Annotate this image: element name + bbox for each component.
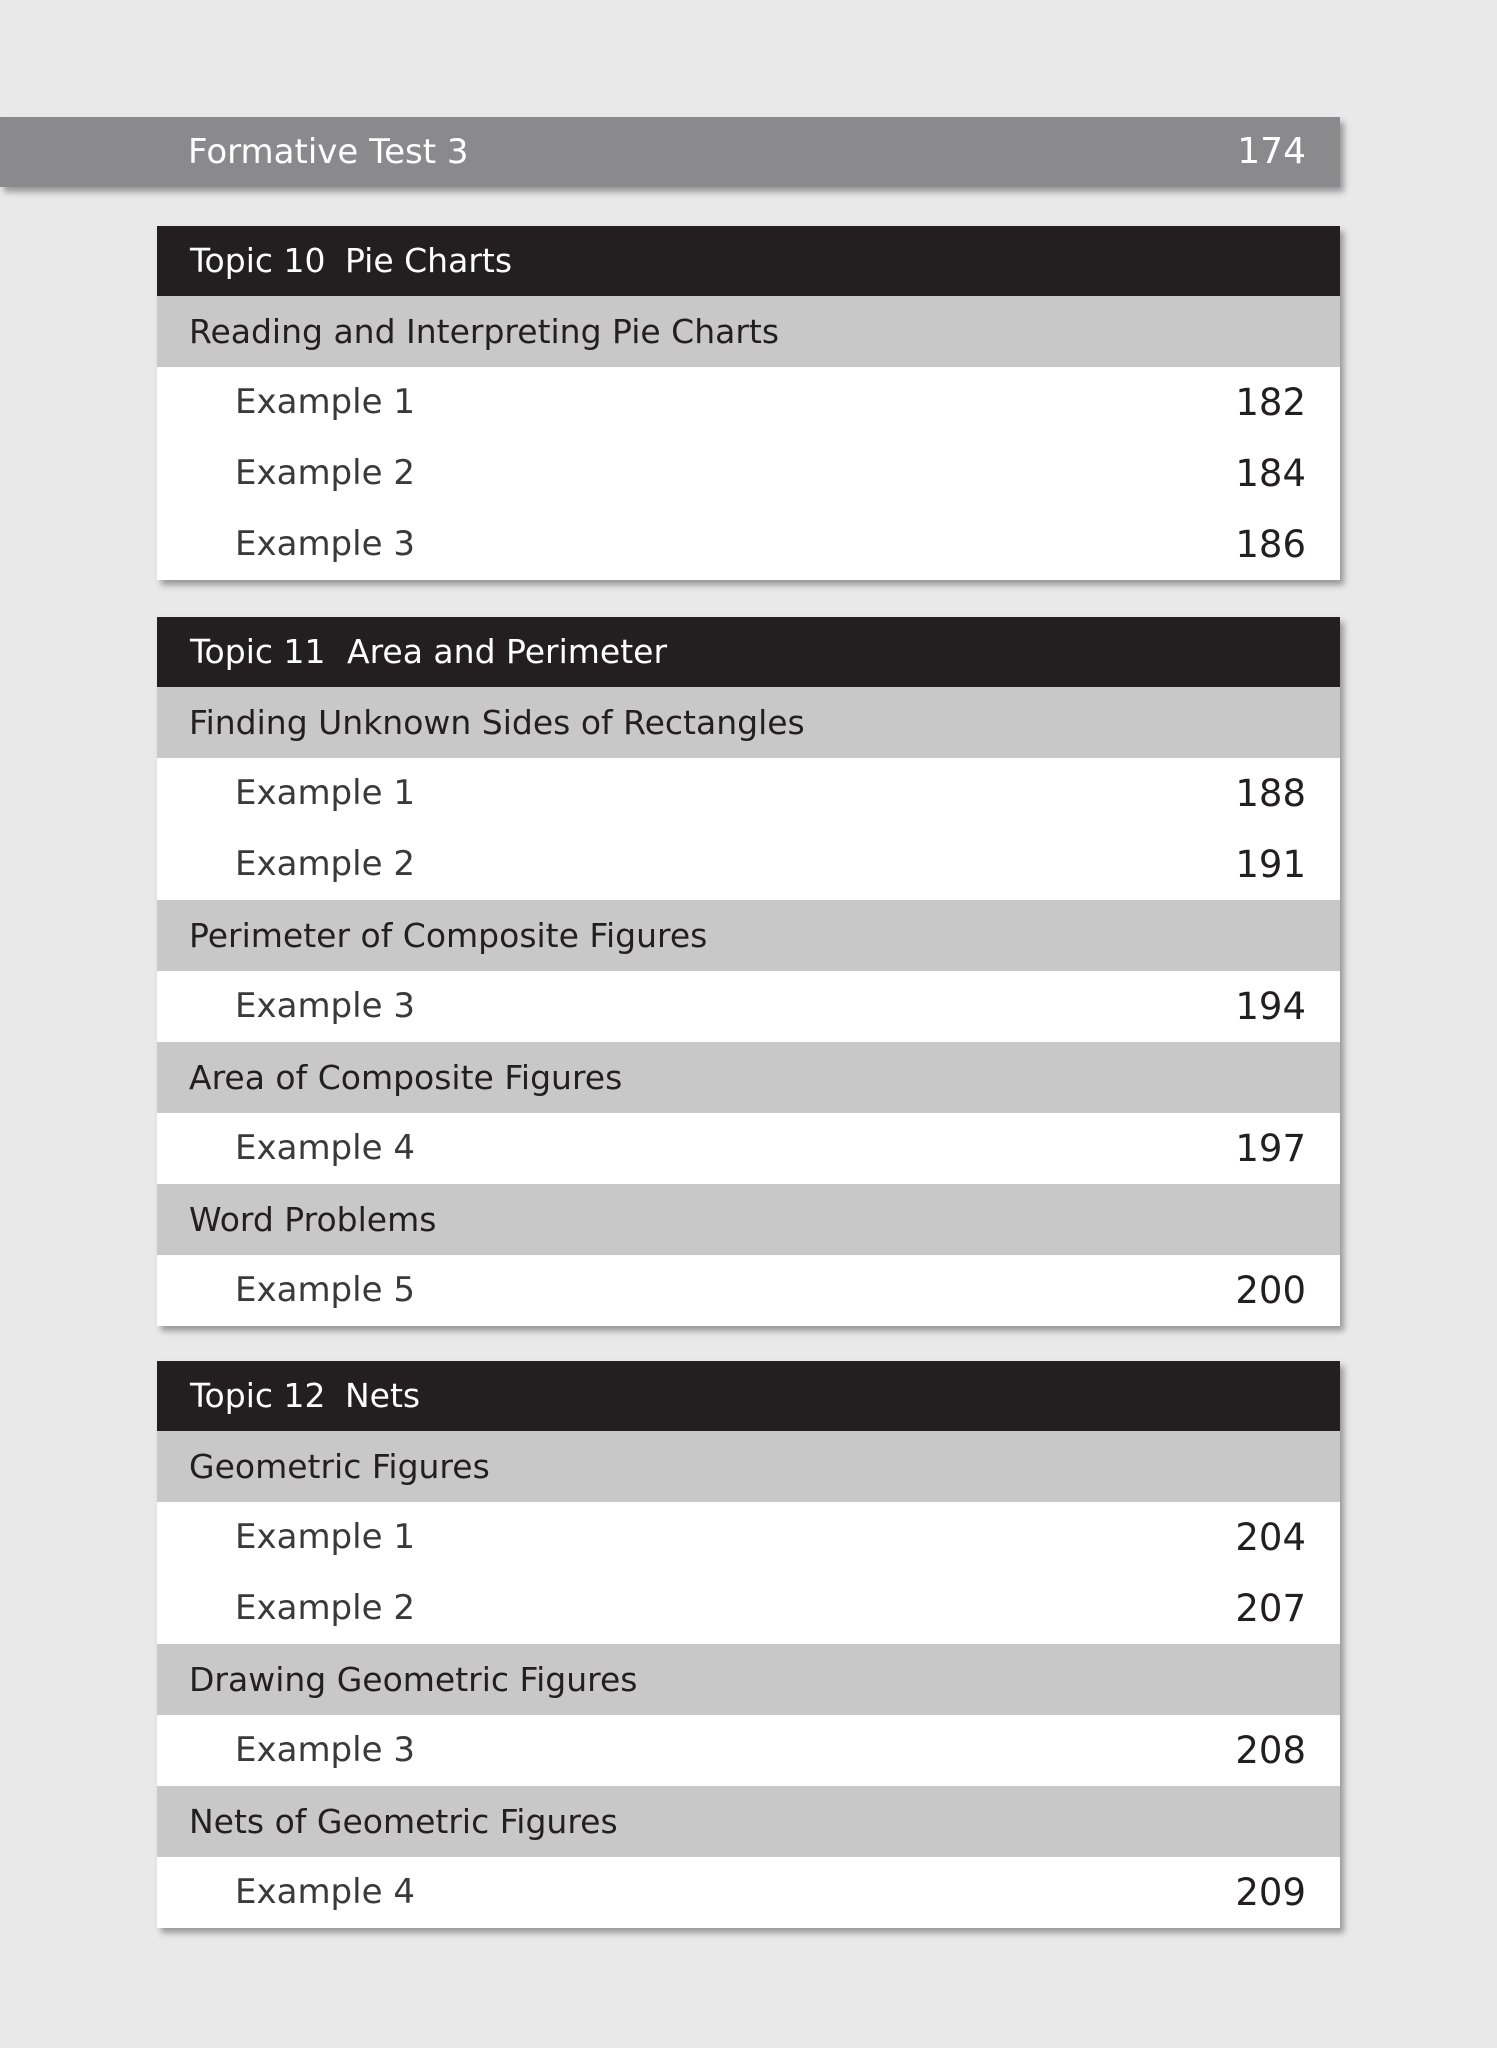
example-row[interactable] — [157, 1715, 1340, 1786]
example-page: 200 — [1235, 1269, 1306, 1312]
topic-12-block — [157, 1361, 1340, 1928]
topic-header[interactable] — [157, 617, 1340, 687]
topic-name: Pie Charts — [345, 241, 513, 280]
example-label: Example 2 — [235, 844, 415, 884]
example-label: Example 2 — [235, 1588, 415, 1628]
example-page: 184 — [1235, 452, 1306, 495]
formative-test-title: Formative Test 3 — [188, 132, 469, 172]
example-label: Example 4 — [235, 1128, 415, 1168]
topic-number: Topic 10 — [190, 241, 326, 280]
example-page: 204 — [1235, 1516, 1306, 1559]
formative-test-bar[interactable] — [0, 117, 1340, 187]
section-heading[interactable]: Drawing Geometric Figures — [157, 1644, 1340, 1715]
section-heading[interactable]: Perimeter of Composite Figures — [157, 900, 1340, 971]
example-row[interactable] — [157, 971, 1340, 1042]
topic-11-block — [157, 617, 1340, 1326]
example-label: Example 3 — [235, 1730, 415, 1770]
example-label: Example 5 — [235, 1270, 415, 1310]
example-row[interactable] — [157, 829, 1340, 900]
section-heading[interactable]: Reading and Interpreting Pie Charts — [157, 296, 1340, 367]
example-label: Example 1 — [235, 1517, 415, 1557]
topic-number: Topic 12 — [190, 1376, 326, 1415]
topic-10-block — [157, 226, 1340, 580]
section-heading[interactable]: Word Problems — [157, 1184, 1340, 1255]
topic-header[interactable] — [157, 226, 1340, 296]
example-row[interactable] — [157, 1255, 1340, 1326]
example-row[interactable] — [157, 1857, 1340, 1928]
formative-test-page: 174 — [1237, 131, 1306, 172]
section-heading[interactable]: Finding Unknown Sides of Rectangles — [157, 687, 1340, 758]
example-page: 209 — [1235, 1871, 1306, 1914]
example-label: Example 1 — [235, 382, 415, 422]
topic-name: Area and Perimeter — [347, 632, 668, 671]
example-row[interactable] — [157, 1573, 1340, 1644]
section-heading[interactable]: Geometric Figures — [157, 1431, 1340, 1502]
example-label: Example 2 — [235, 453, 415, 493]
example-row[interactable] — [157, 438, 1340, 509]
example-page: 208 — [1235, 1729, 1306, 1772]
example-page: 188 — [1235, 772, 1306, 815]
section-heading[interactable]: Nets of Geometric Figures — [157, 1786, 1340, 1857]
example-page: 182 — [1235, 381, 1306, 424]
example-page: 191 — [1235, 843, 1306, 886]
topic-header[interactable] — [157, 1361, 1340, 1431]
example-page: 194 — [1235, 985, 1306, 1028]
example-page: 197 — [1235, 1127, 1306, 1170]
topic-number: Topic 11 — [190, 632, 326, 671]
example-page: 186 — [1235, 523, 1306, 566]
example-page: 207 — [1235, 1587, 1306, 1630]
example-label: Example 1 — [235, 773, 415, 813]
topic-name: Nets — [345, 1376, 421, 1415]
section-heading[interactable]: Area of Composite Figures — [157, 1042, 1340, 1113]
example-row[interactable] — [157, 1113, 1340, 1184]
example-row[interactable] — [157, 367, 1340, 438]
example-row[interactable] — [157, 1502, 1340, 1573]
example-row[interactable] — [157, 509, 1340, 580]
example-label: Example 4 — [235, 1872, 415, 1912]
example-row[interactable] — [157, 758, 1340, 829]
example-label: Example 3 — [235, 986, 415, 1026]
example-label: Example 3 — [235, 524, 415, 564]
